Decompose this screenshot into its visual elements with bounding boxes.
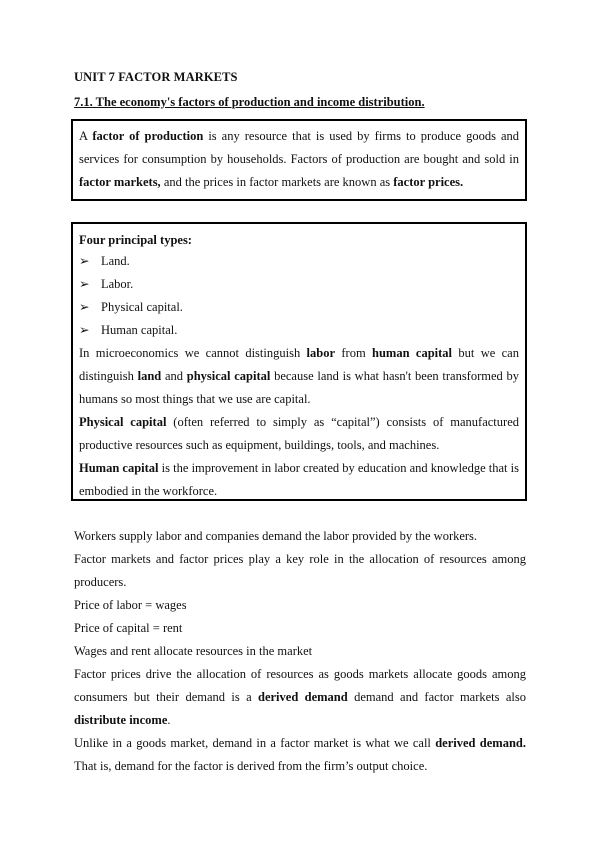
factor-prices-paragraph: Factor prices drive the allocation of resources as goods markets allocate goods among consumers but their demand is a derived demand demand and factor markets also distribute income.	[74, 667, 527, 727]
body-line: Price of capital = rent	[74, 621, 183, 635]
types-box	[71, 222, 527, 501]
human-capital-paragraph: Human capital is the improvement in labor created by education and knowledge that is embodied in the workforce.	[79, 461, 519, 498]
body-text	[74, 525, 526, 778]
body-line: Wages and rent allocate resources in the market	[74, 644, 313, 658]
body-line: Factor markets and factor prices play a key role in the allocation of resources among producers.	[74, 552, 526, 589]
body-line: Workers supply labor and companies demand the labor provided by the workers.	[74, 529, 478, 543]
term-factor-markets: factor markets,	[79, 175, 161, 189]
definition-box	[71, 119, 527, 201]
unit-title: UNIT 7 FACTOR MARKETS	[74, 70, 238, 84]
list-item: ➢ Labor.	[79, 273, 519, 296]
list-item: ➢ Human capital.	[79, 319, 519, 342]
arrow-bullet-icon: ➢	[79, 300, 90, 314]
term-factor-prices: factor prices.	[393, 175, 464, 189]
arrow-bullet-icon: ➢	[79, 277, 90, 291]
arrow-bullet-icon: ➢	[79, 254, 90, 268]
types-title: Four principal types:	[79, 233, 192, 247]
body-line: Price of labor = wages	[74, 598, 187, 612]
distinction-paragraph: In microeconomics we cannot distinguish labor from human capital but we can distinguish land and physical capital because land is what hasn't been transformed by humans so most things that we use are capital.	[79, 346, 520, 406]
arrow-bullet-icon: ➢	[79, 323, 90, 337]
types-list	[79, 250, 519, 342]
derived-demand-paragraph: Unlike in a goods market, demand in a factor market is what we call derived demand. That is, demand for the factor is derived from the firm’s output choice.	[74, 736, 526, 773]
section-heading: 7.1. The economy's factors of production and income distribution.	[74, 95, 425, 109]
list-item: ➢ Land.	[79, 250, 519, 273]
definition-paragraph: A factor of production is any resource that is used by firms to produce goods and services for consumption by households. Factors of production are bought and sold in factor markets, and the prices in factor markets are known as factor prices.	[79, 129, 519, 189]
term-factor-of-production: factor of production	[92, 129, 204, 143]
list-item: ➢ Physical capital.	[79, 296, 519, 319]
physical-capital-paragraph: Physical capital (often referred to simply as “capital”) consists of manufactured productive resources such as equipment, buildings, tools, and machines.	[79, 415, 519, 452]
